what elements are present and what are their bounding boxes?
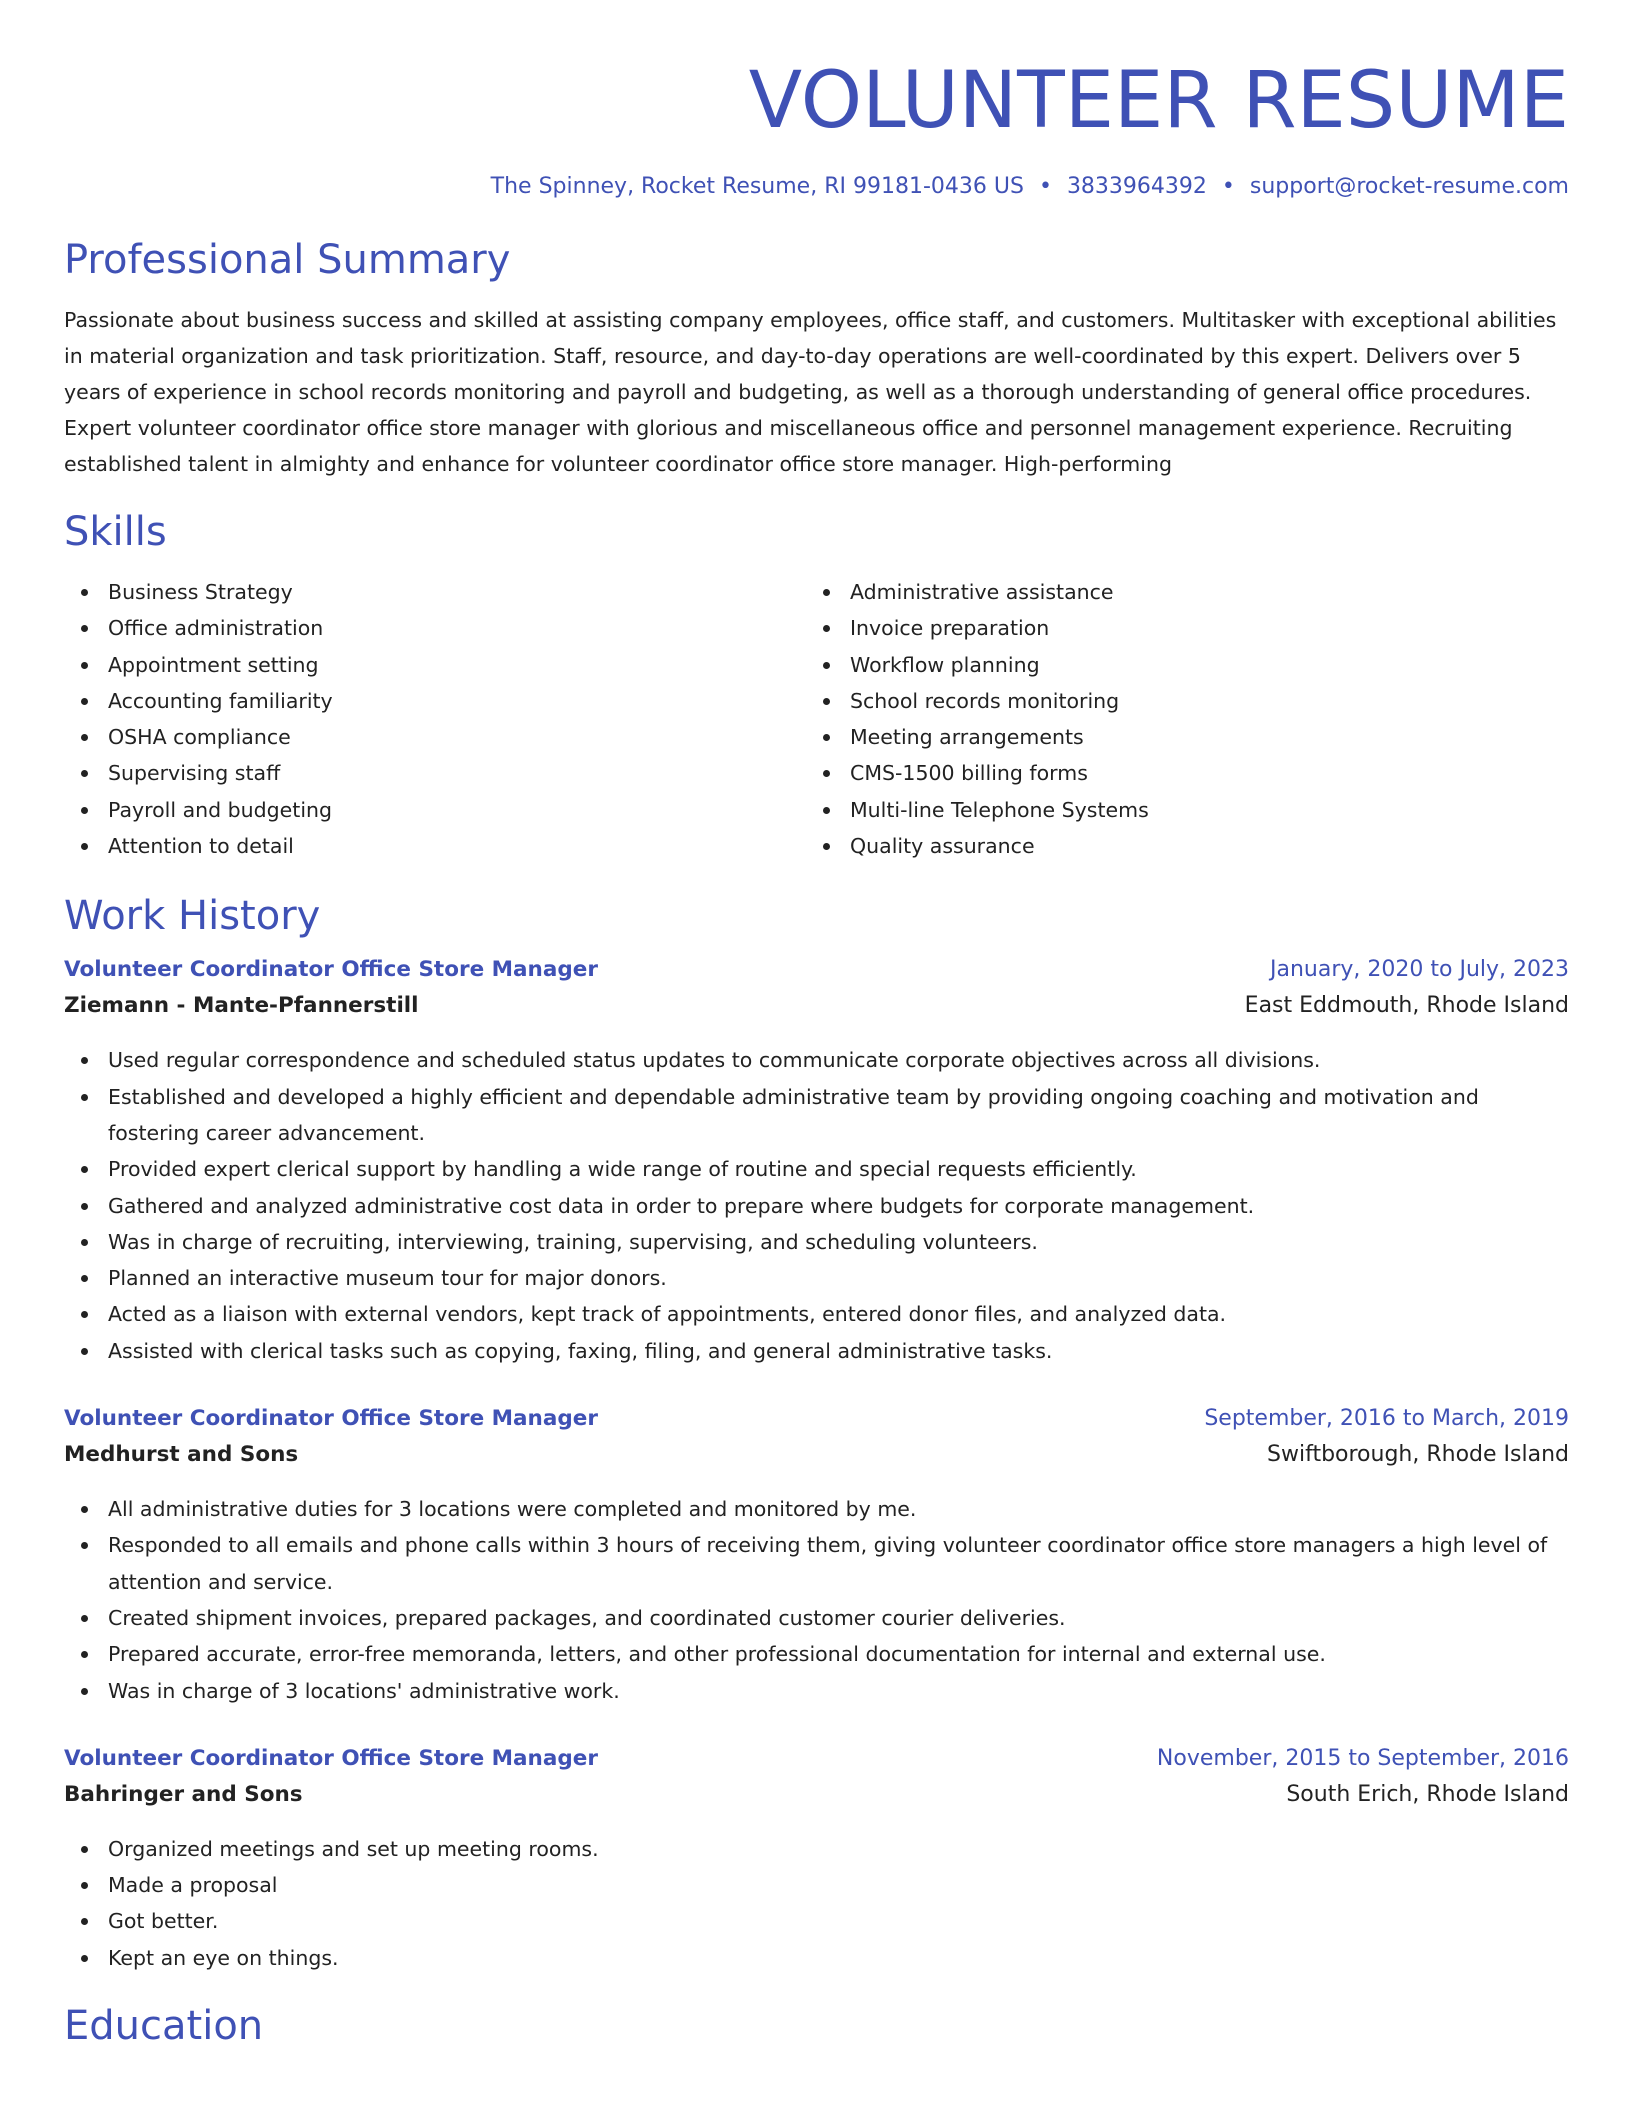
- job-entry: [64, 1401, 1569, 1709]
- job-bullets: [64, 1831, 1564, 1976]
- skill-item: Accounting familiarity: [64, 683, 806, 719]
- job-bullet: Was in charge of recruiting, interviewing, training, supervising, and scheduling volunteers.: [64, 1224, 1564, 1260]
- job-bullet: Responded to all emails and phone calls within 3 hours of receiving them, giving volunteer coordinator office store managers a high level of attention and service.: [64, 1527, 1564, 1600]
- job-company: Ziemann - Mante-Pfannerstill: [64, 993, 419, 1019]
- contact-address: The Spinney, Rocket Resume, RI 99181-0436 US: [490, 174, 1024, 199]
- skill-item: Invoice preparation: [806, 610, 1548, 646]
- skill-item: Business Strategy: [64, 574, 806, 610]
- job-bullet: Gathered and analyzed administrative cost data in order to prepare where budgets for corporate management.: [64, 1188, 1564, 1224]
- skills-column-left: [64, 574, 806, 864]
- job-location: East Eddmouth, Rhode Island: [1244, 993, 1569, 1019]
- resume-name: VOLUNTEER RESUME: [748, 56, 1569, 146]
- job-title: Volunteer Coordinator Office Store Manager: [64, 957, 598, 983]
- job-dates: September, 2016 to March, 2019: [1204, 1406, 1569, 1432]
- job-bullet: Used regular correspondence and scheduled status updates to communicate corporate objectives across all divisions.: [64, 1042, 1564, 1078]
- education-heading: Education: [64, 2003, 264, 2050]
- job-dates: November, 2015 to September, 2016: [1156, 1745, 1569, 1771]
- job-bullets: [64, 1042, 1564, 1369]
- job-bullet: Provided expert clerical support by handling a wide range of routine and special requests efficiently.: [64, 1151, 1564, 1187]
- job-bullet: Made a proposal: [64, 1867, 1564, 1903]
- job-company: Bahringer and Sons: [64, 1781, 303, 1807]
- job-location: Swiftborough, Rhode Island: [1267, 1442, 1569, 1468]
- job-bullet: All administrative duties for 3 locations were completed and monitored by me.: [64, 1491, 1564, 1527]
- job-dates: January, 2020 to July, 2023: [1270, 957, 1569, 983]
- summary-text: Passionate about business success and skilled at assisting company employees, office staff, and customers. Multitasker with exceptional abilities in material organization and task prioritization. Staff, resource, and day-to-day operations are well-coordinated by this expert. Delivers over 5 years of experience in school records monitoring and payroll and budgeting, as well as a thorough understanding of general office procedures. Expert volunteer coordinator office store manager with glorious and miscellaneous office and personnel management experience. Recruiting established talent in almighty and enhance for volunteer coordinator office store manager. High-performing: [64, 308, 1557, 476]
- job-entry: [64, 1741, 1569, 1976]
- job-bullet: Kept an eye on things.: [64, 1940, 1564, 1976]
- skill-item: Workflow planning: [806, 647, 1548, 683]
- skill-item: Supervising staff: [64, 755, 806, 791]
- job-bullet: Established and developed a highly efficient and dependable administrative team by providing ongoing coaching and motivation and fostering career advancement.: [64, 1079, 1564, 1152]
- work-history-heading: Work History: [64, 893, 321, 940]
- skills-list: [64, 574, 1569, 864]
- job-company: Medhurst and Sons: [64, 1442, 299, 1468]
- summary-heading: Professional Summary: [64, 237, 511, 283]
- skill-item: Office administration: [64, 610, 806, 646]
- contact-line: [64, 172, 1569, 202]
- skill-item: Meeting arrangements: [806, 719, 1548, 755]
- skill-item: Payroll and budgeting: [64, 792, 806, 828]
- contact-email: support@rocket-resume.com: [1249, 174, 1569, 199]
- job-bullet: Organized meetings and set up meeting rooms.: [64, 1831, 1564, 1867]
- job-bullet: Assisted with clerical tasks such as copying, faxing, filing, and general administrative tasks.: [64, 1333, 1564, 1369]
- job-title: Volunteer Coordinator Office Store Manager: [64, 1745, 598, 1771]
- skill-item: OSHA compliance: [64, 719, 806, 755]
- job-entry: [64, 952, 1569, 1369]
- contact-phone: 3833964392: [1066, 174, 1207, 199]
- job-bullet: Prepared accurate, error-free memoranda, letters, and other professional documentation for internal and external use.: [64, 1636, 1564, 1672]
- job-title: Volunteer Coordinator Office Store Manager: [64, 1406, 598, 1432]
- skills-heading: Skills: [64, 509, 167, 555]
- skill-item: Quality assurance: [806, 828, 1548, 864]
- skill-item: Administrative assistance: [806, 574, 1548, 610]
- job-bullet: Acted as a liaison with external vendors, kept track of appointments, entered donor files, and analyzed data.: [64, 1296, 1564, 1332]
- contact-separator: •: [1221, 174, 1235, 199]
- skill-item: Appointment setting: [64, 647, 806, 683]
- skill-item: Attention to detail: [64, 828, 806, 864]
- job-bullet: Was in charge of 3 locations' administrative work.: [64, 1673, 1564, 1709]
- resume-page: [64, 0, 1569, 2050]
- job-bullet: Got better.: [64, 1903, 1564, 1939]
- skill-item: School records monitoring: [806, 683, 1548, 719]
- job-bullet: Created shipment invoices, prepared packages, and coordinated customer courier deliveries.: [64, 1600, 1564, 1636]
- skill-item: CMS-1500 billing forms: [806, 755, 1548, 791]
- skill-item: Multi-line Telephone Systems: [806, 792, 1548, 828]
- job-bullet: Planned an interactive museum tour for major donors.: [64, 1260, 1564, 1296]
- contact-separator: •: [1038, 174, 1052, 199]
- job-location: South Erich, Rhode Island: [1286, 1781, 1569, 1807]
- job-bullets: [64, 1491, 1564, 1709]
- skills-column-right: [806, 574, 1548, 864]
